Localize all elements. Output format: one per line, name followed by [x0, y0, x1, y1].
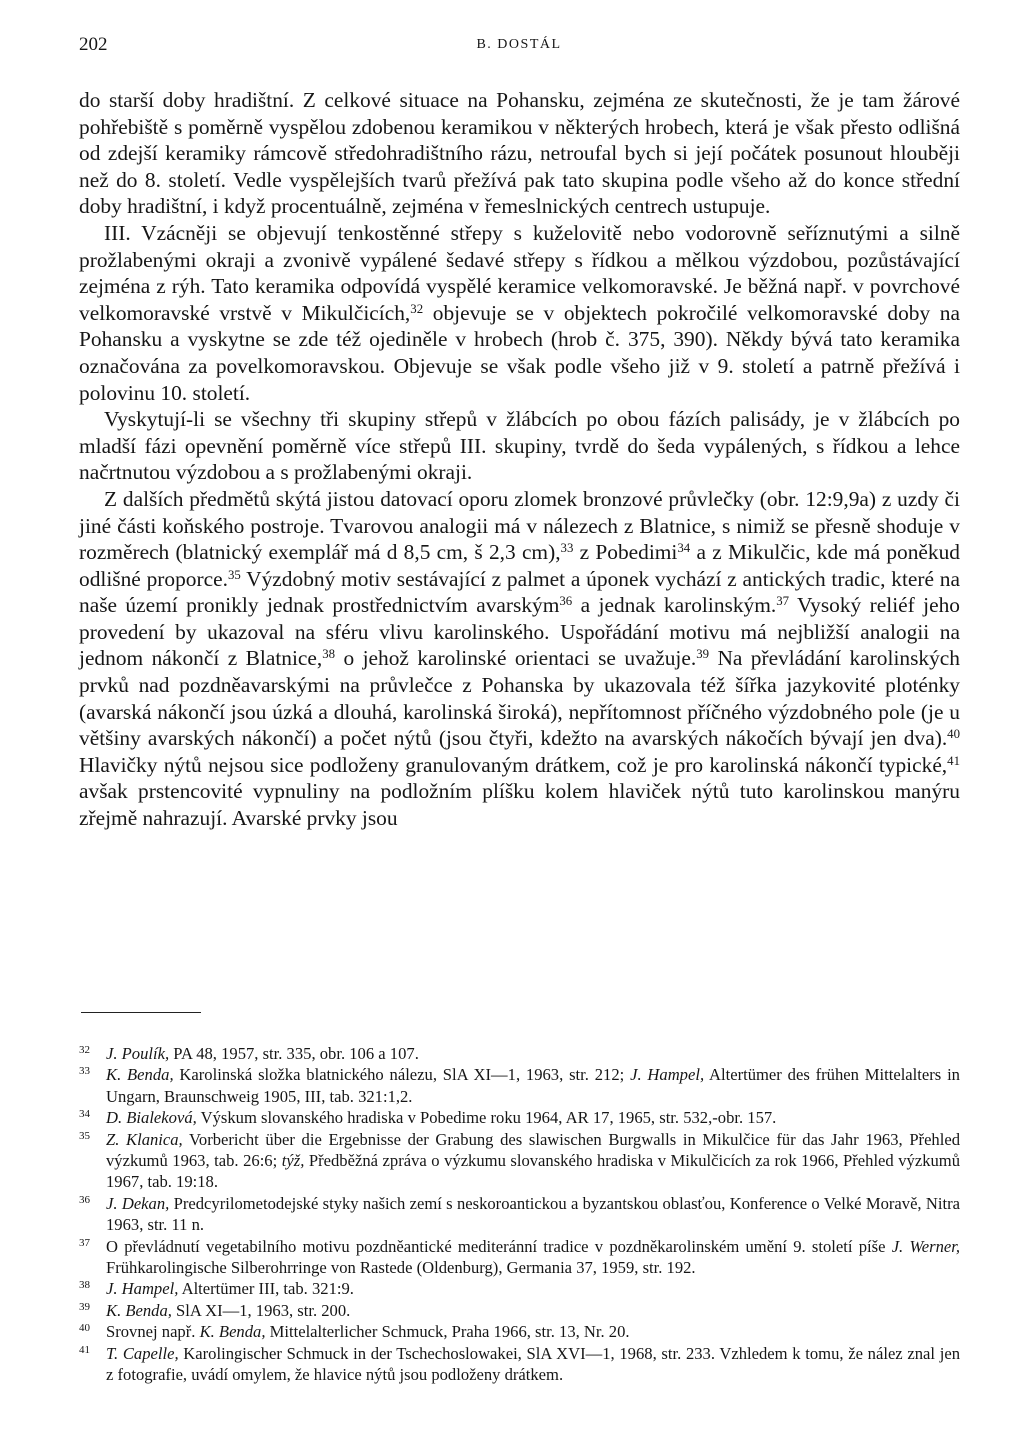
text-run: objevuje se v objektech pokročilé velkomoravské doby na Pohansku a vyskytne se zde též ojediněle v hrobech (hrob č. 375, 390). Někdy bývá tato keramika označována za povelkomoravskou. Objevuje se však podle všeho již v 9. století a patrně přežívá i polovinu 10. století.: [79, 300, 960, 405]
footnote-number: 41: [79, 1343, 90, 1356]
footnote: [79, 1043, 960, 1064]
footnote-text-run: Predcyrilometodejské styky našich zemí s neskoroantickou a byzantskou oblasťou, Konference o Velké Moravě, Nitra 1963, str. 11 n.: [106, 1193, 960, 1235]
footnote: [79, 1129, 960, 1193]
running-head-author: B. DOSTÁL: [476, 37, 562, 52]
footnote-ref: 38: [322, 647, 336, 662]
footnote-text-run: SlA XI—1, 1963, str. 200.: [171, 1300, 351, 1320]
footnote-text-run: Výskum slovanského hradiska v Pobedime roku 1964, AR 17, 1965, str. 532,-obr. 157.: [196, 1108, 777, 1128]
footnote: [79, 1236, 960, 1279]
running-head: [79, 32, 959, 58]
footnote-author: K. Benda,: [106, 1300, 172, 1320]
footnote-number: 40: [79, 1322, 90, 1335]
footnote-text-run: Altertümer III, tab. 321:9.: [178, 1279, 354, 1299]
footnote-text: [106, 1344, 960, 1384]
footnote-text: [106, 1065, 960, 1105]
text-run: a z Mikulčic, kde má poněkud odlišné proporce.: [79, 540, 960, 591]
footnote-author: J. Hampel,: [630, 1065, 705, 1085]
footnote-author: Z. Klanica,: [106, 1129, 183, 1149]
footnote-text-run: O převládnutí vegetabilního motivu pozdněantické mediteránní tradice v pozdněkarolinském umění 9. století píše: [106, 1236, 892, 1256]
footnote-ref: 39: [696, 647, 710, 662]
text-run: avšak prstencovité vypnuliny na podložním plíšku kolem hlaviček nýtů tuto karolinskou manýru zřejmě nahrazují. Avarské prvky jsou: [79, 779, 960, 831]
footnote-number: 38: [79, 1279, 90, 1292]
footnote-ref: 32: [410, 301, 424, 316]
footnote-number: 37: [79, 1236, 90, 1249]
footnote-text-run: Karolinská složka blatnického nálezu, SlA XI—1, 1963, str. 212;: [173, 1065, 631, 1085]
footnote-author: K. Benda,: [199, 1322, 266, 1342]
footnote-author: J. Dekan,: [106, 1193, 170, 1213]
footnotes: [79, 1043, 960, 1386]
paragraph-3: Vyskytují-li se všechny tři skupiny střepů v žlábcích po obou fázích palisády, je v žlábcích po mladší fázi opevnění poměrně více střepů III. skupiny, tvrdě do šeda vypálených, s řídkou a lehce načrtnutou výzdobou a s prožlabenými okraji.: [79, 407, 960, 485]
footnote-text: [106, 1108, 776, 1127]
footnote-number: 33: [79, 1065, 90, 1078]
footnote-divider: [81, 1012, 201, 1013]
footnote-ref: 36: [559, 594, 573, 609]
footnote-ref: 40: [947, 727, 960, 742]
footnote-ref: 33: [560, 541, 574, 556]
footnote-text-run: Mittelalterlicher Schmuck, Praha 1966, str. 13, Nr. 20.: [265, 1322, 630, 1342]
text-run: Výzdobný motiv sestávající z palmet a úponek vychází z antických tradic, které na naše území pronikly jednak prostřednictvím avarským: [79, 566, 960, 618]
footnote-ref: 37: [776, 594, 790, 609]
footnote-number: 35: [79, 1129, 90, 1142]
footnote-text: [106, 1194, 960, 1234]
footnote: [79, 1321, 960, 1342]
footnote-number: 39: [79, 1300, 90, 1313]
footnote: [79, 1300, 960, 1321]
paragraph-2: [79, 220, 960, 406]
footnote-text-run: Altertümer des frühen Mittelalters in Ungarn, Braunschweig 1905, III, tab. 321:1,2.: [106, 1065, 960, 1106]
footnote-number: 36: [79, 1193, 90, 1206]
footnote-text: [106, 1044, 419, 1063]
footnote-author: J. Hampel,: [106, 1279, 179, 1299]
text-run: a jednak karolinským.: [572, 593, 777, 618]
footnote-ref: 34: [677, 541, 691, 556]
footnote-text: [106, 1279, 354, 1298]
footnote-text: [106, 1301, 350, 1320]
footnote: [79, 1107, 960, 1128]
footnote: [79, 1343, 960, 1386]
footnote: [79, 1064, 960, 1107]
body-text: [79, 87, 960, 832]
footnote-ref: 41: [947, 753, 960, 768]
footnote-ref: 35: [227, 567, 241, 582]
footnote-text: [106, 1130, 960, 1192]
footnote-author: J. Werner,: [891, 1236, 960, 1256]
paragraph-4: [79, 486, 960, 832]
page-number: 202: [79, 34, 108, 55]
paragraph-1: do starší doby hradištní. Z celkové situace na Pohansku, zejména ze skutečnosti, že je tam žárové pohřebiště s poměrně vyspělou zdobenou keramikou v některých hrobech, která je však přesto odlišná od zdejší keramiky rámcově středohradištního rázu, netroufal bych si její počátek posunout hlouběji než do 8. století. Vedle vyspělejších tvarů přežívá pak tato skupina podle všeho až do konce střední doby hradištní, i když procentuálně, zejména v řemeslnických centrech ustupuje.: [79, 88, 960, 219]
footnote-author: týž,: [281, 1151, 305, 1171]
text-run: III. Vzácněji se objevují tenkostěnné střepy s kuželovitě nebo vodorovně seříznutými a silně prožlabenými okraji a zvonivě vypálené šedavé střepy s řídkou a mělkou výzdobou, pozůstávající zejména z rýh. Tato keramika odpovídá vyspělé keramice velkomoravské. Je běžná např. v povrchové velkomoravské vrstvě v Mikulčicích,: [79, 220, 960, 325]
footnote-text-run: Karolingischer Schmuck in der Tschechoslowakei, SlA XVI—1, 1968, str. 233. Vzhledem k tomu, že nález znal jen z fotografie, uvádí omylem, že hlavice nýtů jsou podloženy drátkem.: [106, 1343, 960, 1385]
footnote-text-run: PA 48, 1957, str. 335, obr. 106 a 107.: [169, 1044, 419, 1063]
text-run: Na převládání karolinských prvků nad pozdněavarskými na průvlečce z Pohanska by ukazovala též šířka jazykovité ploténky (avarská nákončí jsou úzká a dlouhá, karolinská široká), nepřítomnost příčného výzdobného pole (je u většiny avarských nákončí) a počet nýtů (jsou čtyři, kdežto na avarských nákočích bývají jen dva).: [79, 646, 960, 751]
text-run: z Pobedimi: [573, 540, 678, 565]
footnote-text: [106, 1322, 630, 1341]
footnote-text-run: Srovnej např.: [106, 1322, 200, 1342]
footnote-text-run: Frühkarolingische Silberohrringe von Rastede (Oldenburg), Germania 37, 1959, str. 192.: [106, 1258, 696, 1278]
text-run: Hlavičky nýtů nejsou sice podloženy granulovaným drátkem, což je pro karolinská nákončí typické,: [79, 752, 948, 777]
footnote-text: [106, 1237, 960, 1277]
footnote-author: K. Benda,: [106, 1065, 174, 1085]
text-run: Vysoký reliéf jeho provedení by ukazoval na sféru vlivu karolinského. Uspořádání motivu má nejbližší analogii na jednom nákončí z Blatnice,: [79, 593, 960, 671]
footnote: [79, 1193, 960, 1236]
footnote-number: 34: [79, 1108, 90, 1121]
footnote-number: 32: [79, 1044, 90, 1056]
text-run: o jehož karolinské orientaci se uvažuje.: [335, 646, 697, 671]
footnote-text-run: Vorbericht über die Ergebnisse der Grabung des slawischen Burgwalls in Mikulčice für das Jahr 1963, Přehled výzkumů 1963, tab. 26:6;: [106, 1129, 961, 1171]
footnote-text-run: Předběžná zpráva o výzkumu slovanského hradiska v Mikulčicích za rok 1966, Přehled výzkumů 1967, tab. 19:18.: [106, 1151, 961, 1192]
footnote-author: T. Capelle,: [106, 1343, 179, 1363]
footnote-author: D. Bialeková,: [106, 1108, 197, 1128]
footnote: [79, 1278, 960, 1299]
footnote-author: J. Poulík,: [106, 1044, 170, 1063]
text-run: Z dalších předmětů skýtá jistou datovací oporu zlomek bronzové průvlečky (obr. 12:9,9a) z uzdy či jiné části koňského postroje. Tvarovou analogii má v nálezech z Blatnice, s nimiž se přesně shoduje v rozměrech (blatnický exemplář má d 8,5 cm, š 2,3 cm),: [79, 486, 960, 565]
